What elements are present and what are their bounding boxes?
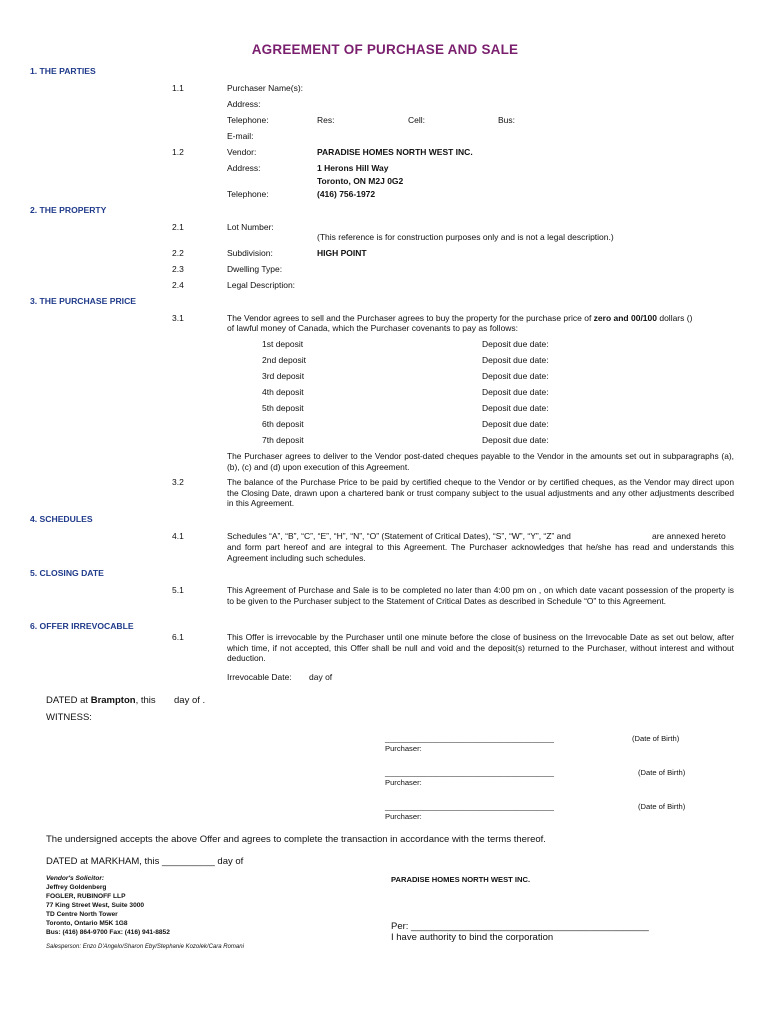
deposit-label: 6th deposit bbox=[262, 419, 304, 429]
dated-at-city: Brampton bbox=[90, 695, 136, 706]
vendor-telephone-label: Telephone: bbox=[227, 189, 269, 199]
legal-description-label: Legal Description: bbox=[227, 280, 296, 290]
postdated-cheques-text: The Purchaser agrees to deliver to the Vendor post-dated cheques payable to the Vendor in the amounts set out in subparagraphs (a), (b), (c) and (d) upon execution of this Agreement. bbox=[227, 451, 734, 472]
deposit-label: 3rd deposit bbox=[262, 371, 305, 381]
email-label: E-mail: bbox=[227, 131, 254, 141]
purchase-price-text-c: dollars () bbox=[656, 313, 693, 323]
salesperson-line: Salesperson: Enzo D'Angelo/Sharon Eby/Stephanie Kozolek/Cara Romani bbox=[46, 944, 244, 950]
address-label: Address: bbox=[227, 99, 261, 109]
section-schedules-heading: 4. SCHEDULES bbox=[30, 514, 93, 524]
deposit-due-label: Deposit due date: bbox=[482, 435, 549, 445]
clause-number: 5.1 bbox=[172, 585, 184, 595]
deposit-label: 4th deposit bbox=[262, 387, 304, 397]
clause-number: 3.2 bbox=[172, 477, 184, 487]
telephone-label: Telephone: bbox=[227, 115, 269, 125]
deposit-due-label: Deposit due date: bbox=[482, 419, 549, 429]
solicitor-firm: FOGLER, RUBINOFF LLP bbox=[46, 893, 126, 900]
vendor-signature-name: PARADISE HOMES NORTH WEST INC. bbox=[391, 875, 531, 884]
offer-text: This Offer is irrevocable by the Purchaser until one minute before the close of business on the Irrevocable Date as set out below, after which time, if not accepted, this Offer shall be null and void and the deposit(s) returned to the Purchaser, without interest and without deduction. bbox=[227, 632, 734, 663]
purchaser-signature-line[interactable]: ________________________________________ bbox=[385, 734, 554, 743]
schedules-text-line1: Schedules “A”, “B”, “C”, “E”, “H”, “N”, “O” (Statement of Critical Dates), “S”, “W”, “Y”, “Z” and bbox=[227, 531, 571, 541]
dated-at-text: DATED at bbox=[46, 695, 91, 706]
deposit-due-label: Deposit due date: bbox=[482, 387, 549, 397]
clause-number: 1.1 bbox=[172, 83, 184, 93]
clause-number: 2.2 bbox=[172, 248, 184, 258]
dated-markham-line: DATED at MARKHAM, this __________ day of bbox=[46, 856, 244, 867]
deposit-due-label: Deposit due date: bbox=[482, 371, 549, 381]
section-offer-heading: 6. OFFER IRREVOCABLE bbox=[30, 621, 134, 631]
lot-number-note: (This reference is for construction purposes only and is not a legal description.) bbox=[317, 232, 614, 242]
dwelling-type-label: Dwelling Type: bbox=[227, 264, 283, 274]
vendor-address-line1: 1 Herons Hill Way bbox=[317, 163, 389, 173]
date-of-birth-label: (Date of Birth) bbox=[632, 734, 680, 743]
vendor-telephone: (416) 756-1972 bbox=[317, 189, 376, 199]
purchase-price-text-line2: of lawful money of Canada, which the Purchaser covenants to pay as follows: bbox=[227, 323, 519, 333]
section-parties-heading: 1. THE PARTIES bbox=[30, 66, 96, 76]
deposit-due-label: Deposit due date: bbox=[482, 339, 549, 349]
section-closing-heading: 5. CLOSING DATE bbox=[30, 568, 104, 578]
cell-label: Cell: bbox=[408, 115, 426, 125]
solicitor-address3: Toronto, Ontario M5K 1G8 bbox=[46, 920, 128, 927]
deposit-label: 5th deposit bbox=[262, 403, 304, 413]
schedules-text-line1-end: are annexed hereto bbox=[652, 531, 726, 541]
document-title: AGREEMENT OF PURCHASE AND SALE bbox=[251, 42, 519, 57]
purchaser-label: Purchaser: bbox=[385, 778, 422, 787]
purchaser-label: Purchaser: bbox=[385, 744, 422, 753]
date-of-birth-label: (Date of Birth) bbox=[638, 768, 686, 777]
clause-number: 2.4 bbox=[172, 280, 184, 290]
clause-number: 2.3 bbox=[172, 264, 184, 274]
clause-number: 2.1 bbox=[172, 222, 184, 232]
purchaser-label: Purchaser: bbox=[385, 812, 422, 821]
solicitor-heading: Vendor's Solicitor: bbox=[46, 875, 105, 882]
clause-number: 1.2 bbox=[172, 147, 184, 157]
deposit-due-label: Deposit due date: bbox=[482, 403, 549, 413]
witness-label: WITNESS: bbox=[46, 712, 92, 723]
res-label: Res: bbox=[317, 115, 335, 125]
irrevocable-date-label: Irrevocable Date: bbox=[227, 672, 292, 682]
authority-text: I have authority to bind the corporation bbox=[391, 932, 554, 943]
lot-number-label: Lot Number: bbox=[227, 222, 274, 232]
acceptance-text: The undersigned accepts the above Offer and agrees to complete the transaction in accordance with the terms thereof. bbox=[46, 834, 546, 845]
dated-at-line bbox=[46, 695, 156, 707]
purchase-price-text-a: The Vendor agrees to sell and the Purchaser agrees to buy the property for the purchase price of bbox=[227, 313, 594, 323]
clause-number: 3.1 bbox=[172, 313, 184, 323]
clause-number: 4.1 bbox=[172, 531, 184, 541]
deposit-label: 2nd deposit bbox=[262, 355, 306, 365]
deposit-label: 1st deposit bbox=[262, 339, 304, 349]
purchaser-signature-line[interactable]: ________________________________________ bbox=[385, 802, 554, 811]
subdivision-label: Subdivision: bbox=[227, 248, 273, 258]
irrevocable-day-of: day of bbox=[309, 672, 333, 682]
bus-label: Bus: bbox=[498, 115, 516, 125]
schedules-text-rest: and form part hereof and are integral to this Agreement. The Purchaser acknowledges that he/she has read and understands this Agreement including such schedules. bbox=[227, 542, 734, 563]
solicitor-address2: TD Centre North Tower bbox=[46, 911, 118, 918]
clause-number: 6.1 bbox=[172, 632, 184, 642]
purchase-price-amount: zero and 00/100 bbox=[593, 313, 657, 323]
dated-day-of: day of . bbox=[174, 695, 206, 706]
vendor-per-signature-line[interactable]: Per: _____________________________________________ bbox=[391, 921, 649, 932]
balance-text: The balance of the Purchase Price to be paid by certified cheque to the Vendor or by certified cheques, as the Vendor may direct upon the Closing Date, drawn upon a chartered bank or trust company subject to the usual adjustments and any other adjustments described in this Agreement. bbox=[227, 477, 734, 508]
solicitor-name: Jeffrey Goldenberg bbox=[46, 884, 107, 891]
purchaser-signature-line[interactable]: ________________________________________ bbox=[385, 768, 554, 777]
solicitor-phones: Bus: (416) 864-9700 Fax: (416) 941-8852 bbox=[46, 929, 170, 936]
vendor-label: Vendor: bbox=[227, 147, 257, 157]
date-of-birth-label: (Date of Birth) bbox=[638, 802, 686, 811]
vendor-name: PARADISE HOMES NORTH WEST INC. bbox=[317, 147, 473, 157]
purchaser-names-label: Purchaser Name(s): bbox=[227, 83, 304, 93]
section-property-heading: 2. THE PROPERTY bbox=[30, 205, 107, 215]
section-price-heading: 3. THE PURCHASE PRICE bbox=[30, 296, 137, 306]
closing-text: This Agreement of Purchase and Sale is to be completed no later than 4:00 pm on , on which date vacant possession of the property is to be given to the Purchaser subject to the Statement of Critical Dates as described in Schedule “O” to this Agreement. bbox=[227, 585, 734, 606]
solicitor-address1: 77 King Street West, Suite 3000 bbox=[46, 902, 145, 909]
vendor-address-line2: Toronto, ON M2J 0G2 bbox=[317, 176, 404, 186]
subdivision-value: HIGH POINT bbox=[317, 248, 367, 258]
vendor-address-label: Address: bbox=[227, 163, 261, 173]
deposit-label: 7th deposit bbox=[262, 435, 304, 445]
dated-this: , this bbox=[135, 695, 156, 706]
deposit-due-label: Deposit due date: bbox=[482, 355, 549, 365]
